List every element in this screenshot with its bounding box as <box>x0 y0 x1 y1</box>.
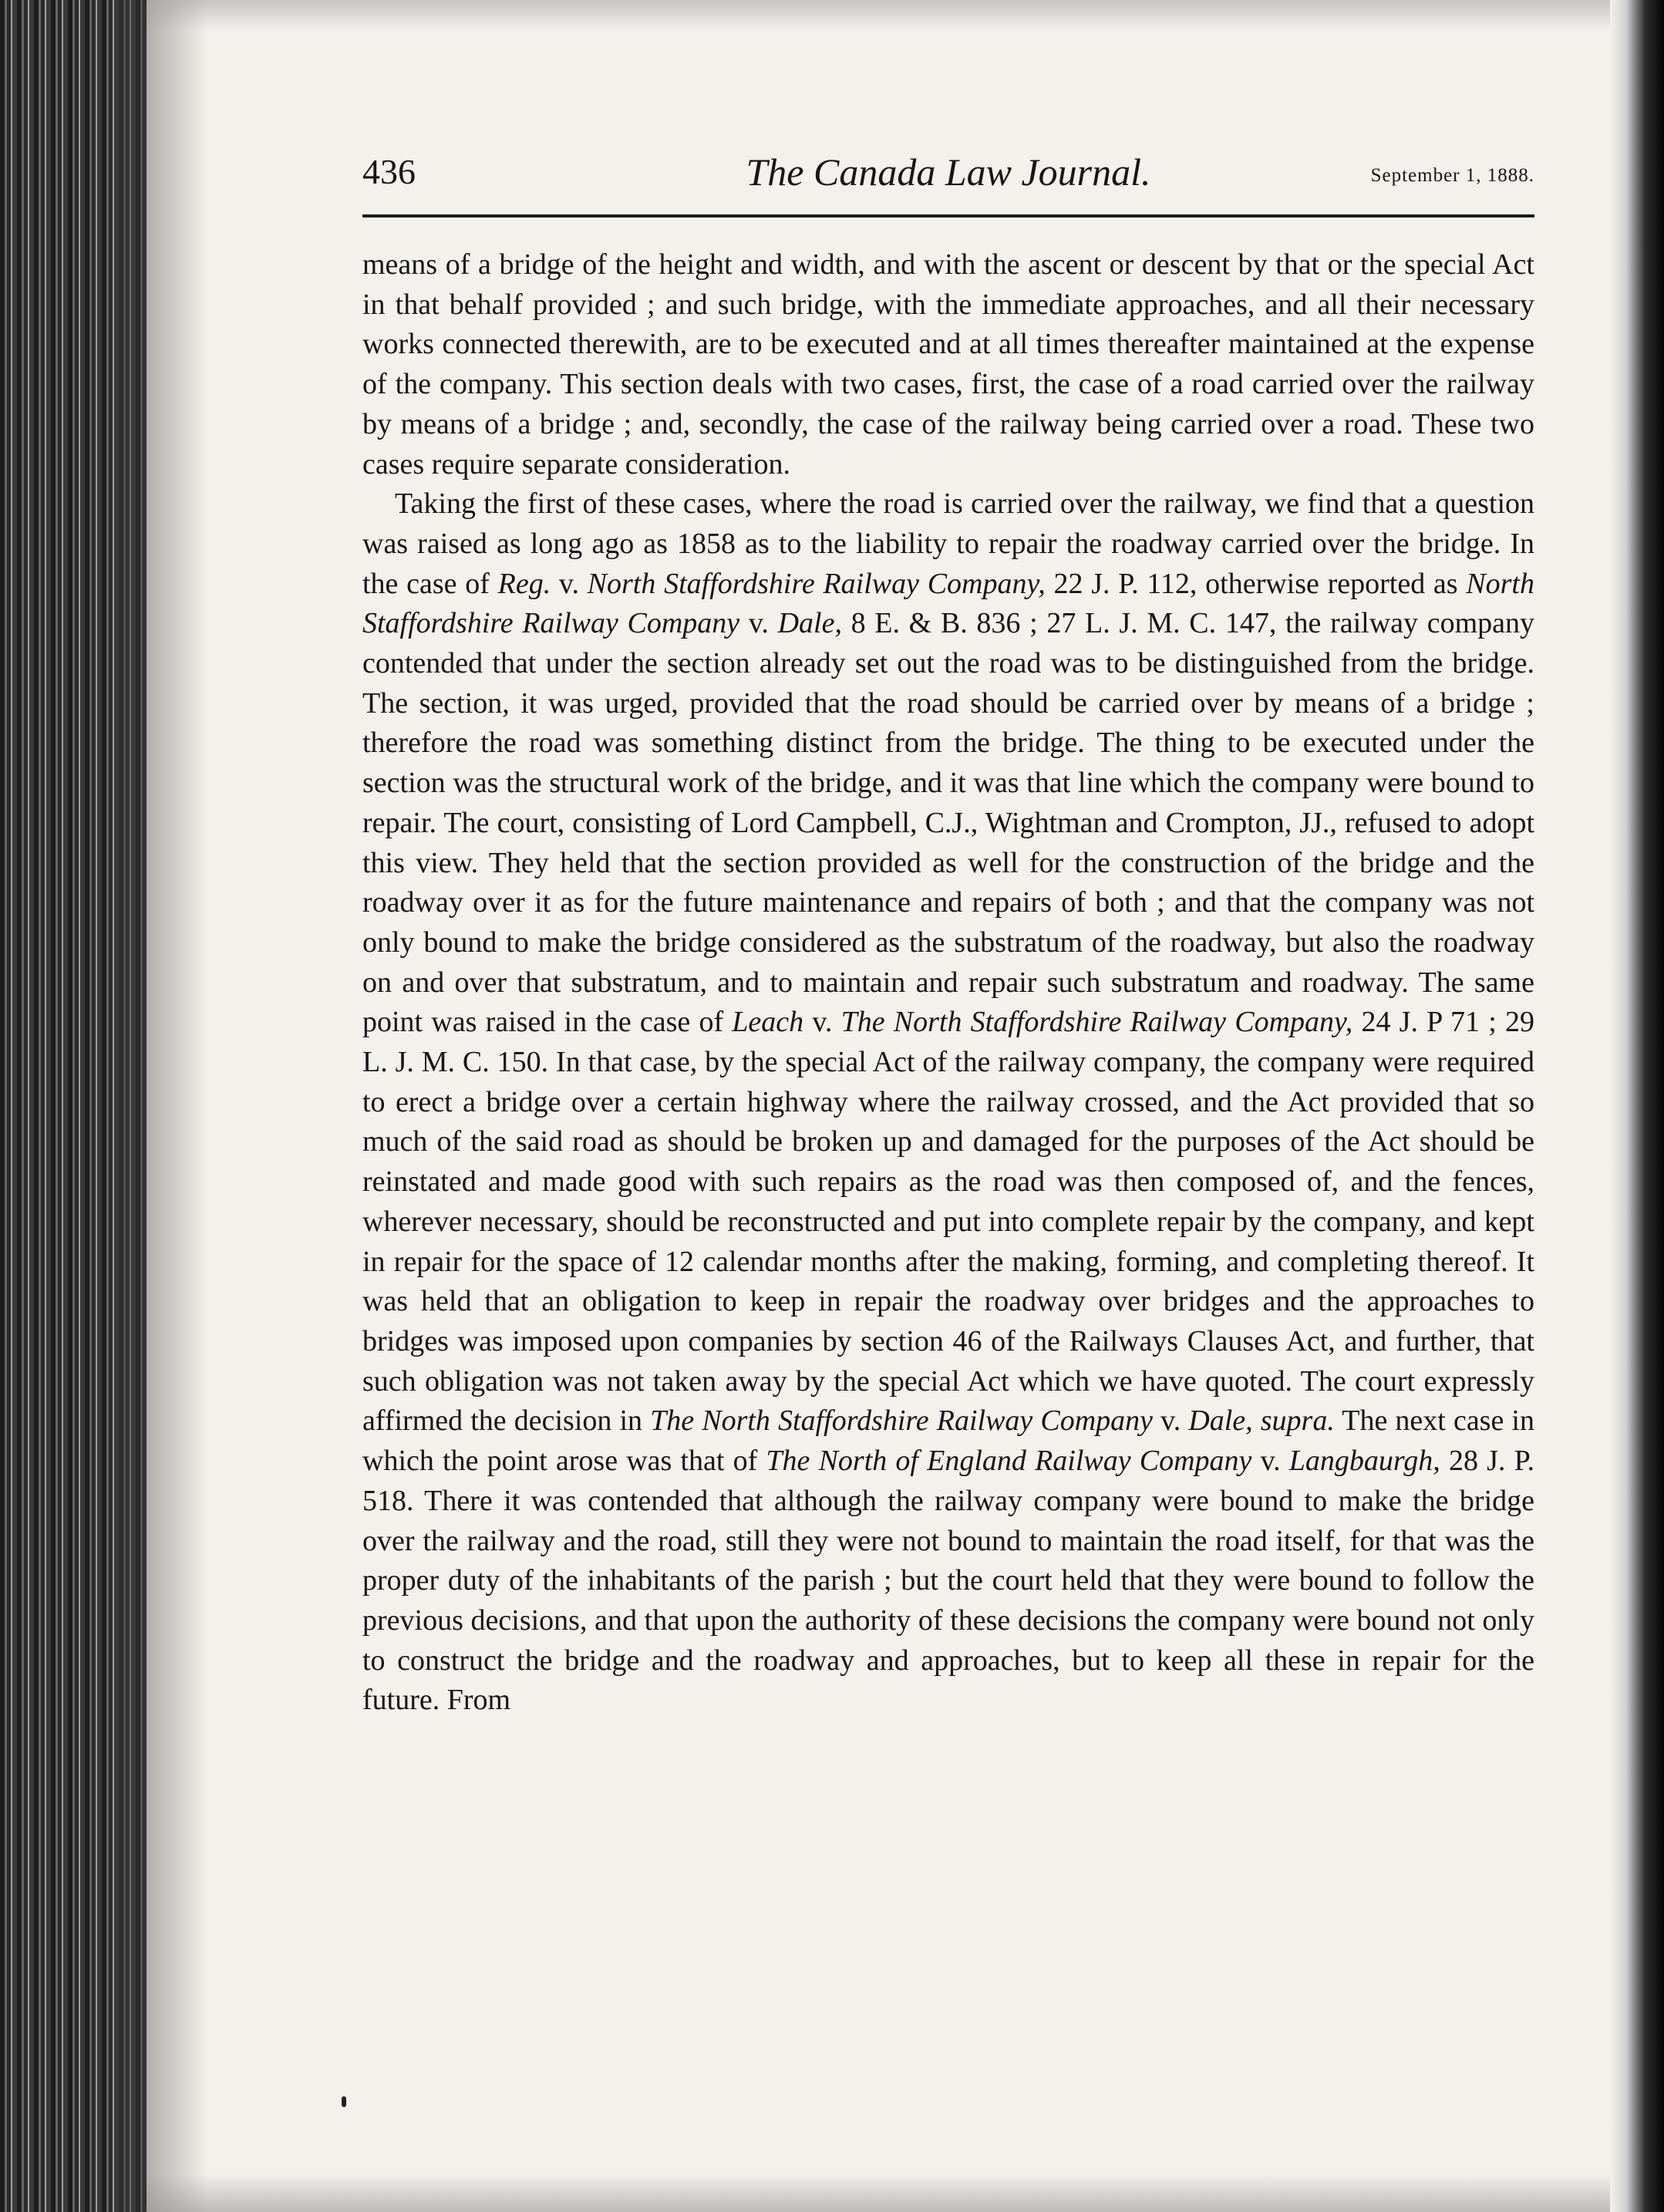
text-run: 24 J. P 71 ; 29 L. J. M. C. 150. In that case, by the special Act of the railway company, the company were required to erect a bridge over a certain highway where the railway crossed, and the Act provided that so much of the said road as should be broken up and damaged for the purposes of the Act should be reinstated and made good with such repairs as the road was then composed of, and the fences, wherever necessary, should be reconstructed and put into complete repair by the company, and kept in repair for the space of 12 calendar months after the making, forming, and completing thereof. It was held that an obligation to keep in repair the roadway over bridges and the approaches to bridges was imposed upon companies by section 46 of the Railways Clauses Act, and further, that such obligation was not taken away by the special Act which we have quoted. The court expressly affirmed the decision in <box>362 1006 1534 1438</box>
journal-title: The Canada Law Journal. <box>746 150 1151 194</box>
case-citation: North Staffordshire Railway Company <box>362 567 1534 640</box>
case-citation: The North Staffordshire Railway Company <box>650 1404 1154 1438</box>
top-scan-shade <box>147 0 1610 31</box>
journal-page <box>362 145 1534 1721</box>
case-citation: The North Staffordshire Railway Company, <box>840 1006 1353 1039</box>
text-run: v. <box>1153 1404 1189 1438</box>
text-run: 8 E. & B. 836 ; 27 L. J. M. C. 147, the railway company contended that under the section already set out the road was to be distinguished from the bridge. The section, it was urged, provided that the road should be carried over by means of a bridge ; therefore the road was something distinct from the bridge. The thing to be executed under the section was the structural work of the bridge, and it was that line which the company were bound to repair. The court, consisting of Lord Campbell, C.J., Wightman and Crompton, JJ., refused to adopt this view. They held that the section provided as well for the construction of the bridge and the roadway over it as for the future maintenance and repairs of both ; and that the company was not only bound to make the bridge considered as the substratum of the roadway, but also the roadway on and over that substratum, and to maintain and repair such substratum and roadway. The same point was raised in the case of <box>362 607 1534 1039</box>
case-citation: Dale, <box>777 607 842 640</box>
page-right-edge <box>1610 0 1664 2212</box>
running-header <box>362 145 1534 217</box>
scan-speck <box>342 2096 346 2107</box>
case-citation: Leach <box>732 1006 804 1039</box>
text-run: v. <box>551 567 588 600</box>
text-run: 28 J. P. 518. There it was contended that although the railway company were bound to make the bridge over the railway and the road, still they were not bound to maintain the road itself, for that was the proper duty of the inhabitants of the parish ; but the court held that they were bound to follow the previous decisions, and that upon the authority of these decisions the company were bound not only to construct the bridge and the roadway and approaches, but to keep all these in repair for the future. From <box>362 1445 1534 1717</box>
case-citation: North Staffordshire Railway Company, <box>587 567 1046 600</box>
text-run: The next case in which the point arose was that of <box>362 1404 1534 1478</box>
case-citation: Langbaurgh, <box>1288 1445 1440 1478</box>
text-run: 22 J. P. 112, otherwise reported as <box>1045 567 1467 600</box>
case-citation: Dale, supra. <box>1188 1404 1335 1438</box>
case-citation: The North of England Railway Company <box>766 1445 1252 1478</box>
text-run: v. <box>1251 1445 1289 1478</box>
paragraph-case-law <box>362 484 1534 1721</box>
bottom-scan-shade <box>147 2173 1610 2212</box>
binding-shadow <box>116 0 208 2212</box>
case-citation: Reg. <box>497 567 551 600</box>
text-run: v. <box>739 607 778 640</box>
paragraph-continued: means of a bridge of the height and width, and with the ascent or descent by that or the special Act in that behalf provided ; and such bridge, with the immediate approaches, and all their necessary works connected therewith, are to be executed and at all times thereafter maintained at the expense of the company. This section deals with two cases, first, the case of a road carried over the railway by means of a bridge ; and, secondly, the case of the railway being carried over a road. These two cases require separate consideration. <box>362 248 1534 481</box>
article-body <box>362 245 1534 1721</box>
issue-date: September 1, 1888. <box>1370 165 1534 186</box>
page-number: 436 <box>362 152 416 191</box>
text-run: v. <box>803 1006 841 1039</box>
text-run: Taking the first of these cases, where the road is carried over the railway, we find that a question was raised as long ago as 1858 as to the liability to repair the roadway carried over the bridge. In the case of <box>362 487 1534 600</box>
